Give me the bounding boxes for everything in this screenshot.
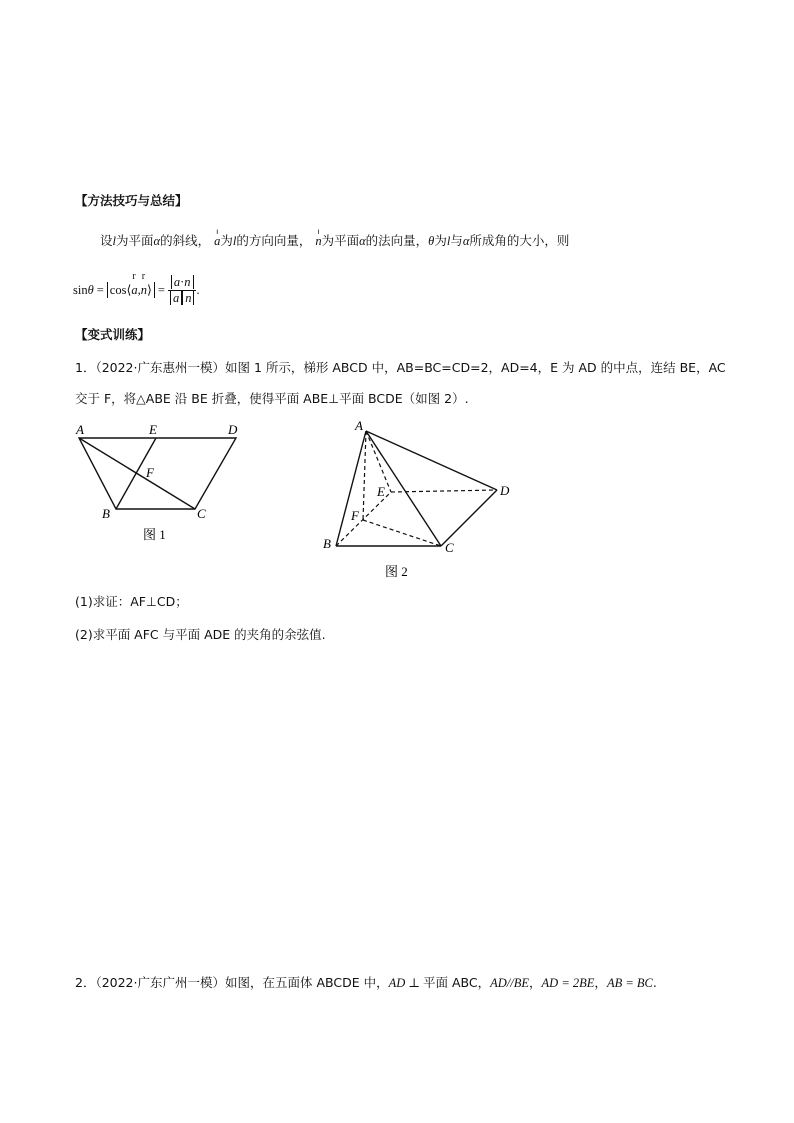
text: 的法向量， xyxy=(365,233,429,248)
vec-a: r a xyxy=(131,271,138,297)
vector-a: ı a xyxy=(214,227,221,248)
text: 设 xyxy=(100,233,113,248)
label-C: C xyxy=(197,506,206,521)
figure1-trapezoid xyxy=(60,420,260,550)
label-B: B xyxy=(323,536,331,551)
label-B: B xyxy=(102,506,110,521)
formula xyxy=(73,265,200,315)
text: 为 xyxy=(434,233,447,248)
text: 为 xyxy=(220,233,233,248)
label-E: E xyxy=(377,484,385,499)
plane-abc: 平面 ABC， xyxy=(423,975,491,990)
period: . xyxy=(652,975,657,990)
angle-bracket-left: ⟨ xyxy=(126,283,132,297)
label-A: A xyxy=(355,418,363,433)
cos-symbol: cos xyxy=(109,283,127,297)
figure2-caption: 图 2 xyxy=(385,564,408,579)
edge-be xyxy=(336,492,391,546)
expr-ad-eq: AD = 2BE xyxy=(541,976,595,990)
text: 的斜线， xyxy=(160,233,211,248)
trapezoid-outline xyxy=(79,438,236,509)
variant-heading: 【变式训练】 xyxy=(75,327,151,342)
label-A: A xyxy=(76,422,84,437)
problem1-question1: (1)求证：AF⊥CD； xyxy=(75,594,188,609)
edge-cd xyxy=(441,490,497,546)
equals: = xyxy=(96,282,104,297)
vector-n: ı n xyxy=(315,227,322,248)
edge-af xyxy=(363,431,366,520)
var-alpha: α xyxy=(462,234,470,248)
problem2-intro: 2．（2022·广东广州一模）如图，在五面体 ABCDE 中， xyxy=(75,975,389,990)
separator: ， xyxy=(529,975,542,990)
figure2-folded-solid xyxy=(315,412,525,587)
problem2-line1 xyxy=(75,974,657,992)
segment-ac xyxy=(79,438,195,509)
var-theta: θ xyxy=(428,234,435,248)
var-l: l xyxy=(232,234,237,248)
denominator: a n xyxy=(168,291,197,306)
problem1-line2: 交于 F，将△ABE 沿 BE 折叠，使得平面 ABE⊥平面 BCDE（如图 2）. xyxy=(75,391,469,406)
numerator: a·n xyxy=(168,275,197,291)
period: . xyxy=(196,282,200,297)
problem1-question2: (2)求平面 AFC 与平面 ADE 的夹角的余弦值. xyxy=(75,627,326,642)
expr-ad-parallel-be: AD//BE xyxy=(490,976,530,990)
text: 的方向向量， xyxy=(236,233,312,248)
theta-symbol: θ xyxy=(87,282,94,297)
var-l: l xyxy=(446,234,451,248)
text: 与 xyxy=(450,233,463,248)
expr-ad: AD xyxy=(388,976,406,990)
edge-fc xyxy=(363,520,441,546)
label-F: F xyxy=(351,508,359,523)
label-C: C xyxy=(445,540,454,555)
vec-n: r n xyxy=(140,271,147,297)
sin-symbol: sin xyxy=(73,282,88,297)
text: 为平面 xyxy=(321,233,360,248)
fraction xyxy=(168,274,200,306)
abs-cos xyxy=(107,271,155,298)
var-alpha: α xyxy=(153,234,161,248)
figure1-caption: 图 1 xyxy=(143,527,166,542)
method-statement xyxy=(100,227,570,250)
expr-ab-eq: AB = BC xyxy=(606,976,653,990)
edge-ed xyxy=(391,490,497,492)
text: 为平面 xyxy=(116,233,154,248)
label-D: D xyxy=(228,422,238,437)
var-l: l xyxy=(112,234,116,248)
text: 所成角的大小，则 xyxy=(469,233,570,248)
label-E: E xyxy=(149,422,157,437)
separator: ， xyxy=(594,975,607,990)
label-D: D xyxy=(500,483,510,498)
label-F: F xyxy=(146,465,154,480)
comma: , xyxy=(137,283,141,297)
perp-symbol: ⊥ xyxy=(408,976,421,990)
edge-ab xyxy=(336,431,366,546)
problem1-line1: 1．（2022·广东惠州一模）如图 1 所示，梯形 ABCD 中，AB=BC=CD=2，AD=4，E 为 AD 的中点，连结 BE，AC xyxy=(75,360,726,375)
var-alpha: α xyxy=(359,234,366,248)
angle-bracket-right: ⟩ xyxy=(146,283,152,297)
equals: = xyxy=(157,282,165,297)
method-heading: 【方法技巧与总结】 xyxy=(75,193,188,208)
